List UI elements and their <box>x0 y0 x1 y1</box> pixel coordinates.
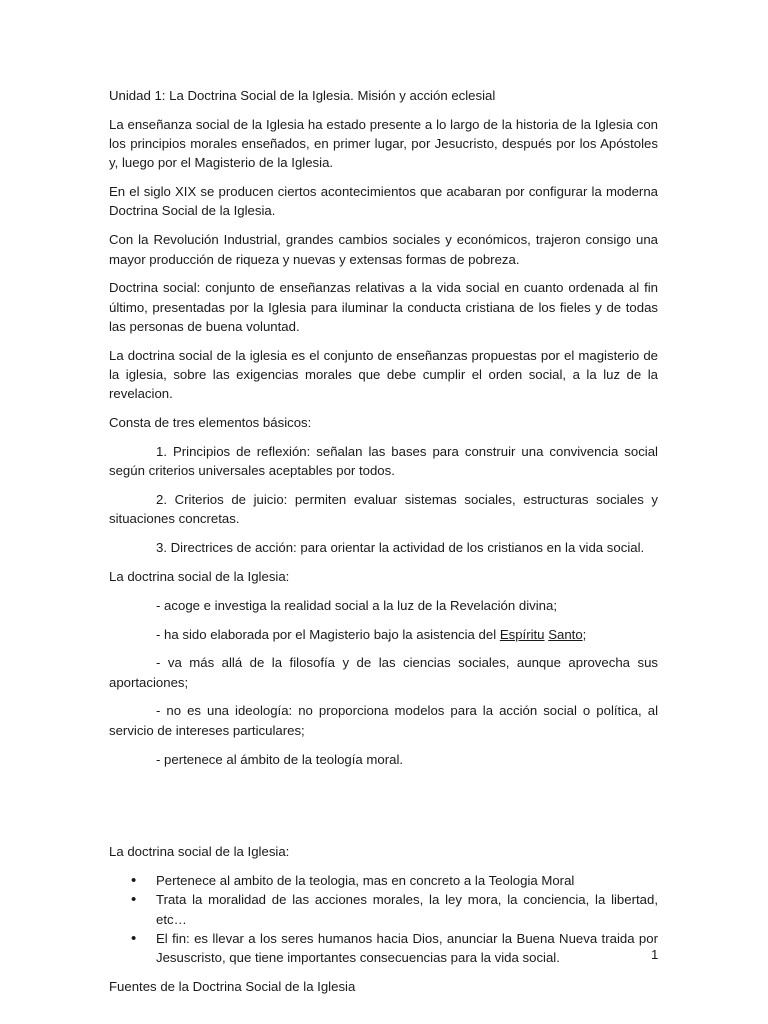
bullet-item-1: • Pertenece al ambito de la teologia, mas en concreto a la Teologia Moral <box>109 871 658 890</box>
link-santo: Santo <box>548 626 583 642</box>
dsi-point-2 <box>109 625 658 644</box>
link-espiritu: Espíritu <box>499 626 545 642</box>
dsi-point-1: - acoge e investiga la realidad social a la luz de la Revelación divina; <box>156 597 557 613</box>
paragraph-1: La enseñanza social de la Iglesia ha estado presente a lo largo de la historia de la Iglesia con los principios morales enseñados, en primer lugar, por Jesucristo, después por los Apóstoles y, luego por el Magisterio de la Iglesia. <box>109 116 658 171</box>
dsi-heading-1: La doctrina social de la Iglesia: <box>109 568 290 584</box>
element-1: 1. Principios de reflexión: señalan las bases para construir una convivencia social según criterios universales aceptables por todos. <box>109 443 658 479</box>
dsi-point-3: - va más allá de la filosofía y de las ciencias sociales, aunque aprovecha sus aportaciones; <box>109 655 658 690</box>
paragraph-5: La doctrina social de la iglesia es el conjunto de enseñanzas propuestas por el magisterio de la iglesia, sobre las exigencias morales que debe cumplir el orden social, a la luz de la revelacion. <box>109 347 658 402</box>
spacer <box>109 778 658 842</box>
paragraph-3: Con la Revolución Industrial, grandes cambios sociales y económicos, trajeron consigo una mayor producción de riqueza y nuevas y extensas formas de pobreza. <box>109 232 658 267</box>
dsi-heading-2: La doctrina social de la Iglesia: <box>109 844 290 860</box>
paragraph-2: En el siglo XIX se producen ciertos acontecimientos que acabaran por configurar la moderna Doctrina Social de la Iglesia. <box>109 184 658 219</box>
paragraph-4: Doctrina social: conjunto de enseñanzas relativas a la vida social en cuanto ordenada al fin último, presentadas por la Iglesia para iluminar la conducta cristiana de los fieles y de todas las personas de buena voluntad. <box>109 280 658 334</box>
bullet-item-2: • Trata la moralidad de las acciones morales, la ley mora, la conciencia, la libertad, etc… <box>109 890 658 929</box>
element-2: 2. Criterios de juicio: permiten evaluar sistemas sociales, estructuras sociales y situaciones concretas. <box>109 492 658 527</box>
page-number: 1 <box>651 947 659 962</box>
paragraph-6: Consta de tres elementos básicos: <box>109 415 312 431</box>
bullet-list <box>109 871 658 967</box>
sources-heading: Fuentes de la Doctrina Social de la Iglesia <box>109 979 356 995</box>
unit-title: Unidad 1: La Doctrina Social de la Iglesia. Misión y acción eclesial <box>109 88 496 103</box>
document-body <box>109 86 658 1006</box>
dsi-point-5: - pertenece al ámbito de la teología moral. <box>156 751 404 767</box>
element-3: 3. Directrices de acción: para orientar la actividad de los cristianos en la vida social. <box>156 540 645 556</box>
dsi-point-2-text: - ha sido elaborada por el Magisterio bajo la asistencia del <box>156 626 500 642</box>
dsi-point-4: - no es una ideología: no proporciona modelos para la acción social o política, al servicio de intereses particulares; <box>109 703 658 738</box>
dsi-point-2-end: ; <box>582 626 587 642</box>
bullet-item-3: • El fin: es llevar a los seres humanos hacia Dios, anunciar la Buena Nueva traida por Jesuscristo, que tiene importantes consecuencias para la vida social. <box>109 929 658 968</box>
